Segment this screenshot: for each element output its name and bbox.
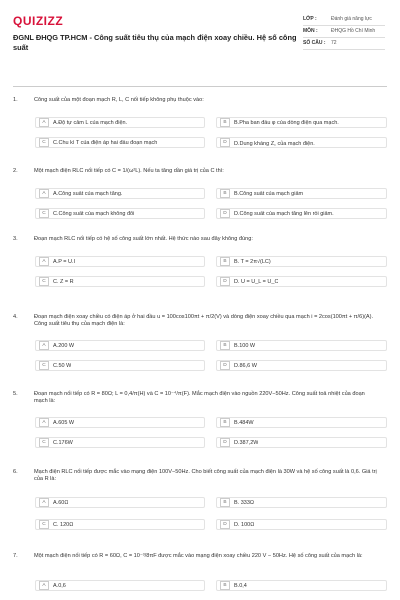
option-text: A.605 W	[53, 419, 75, 426]
option-letter: A	[39, 189, 49, 198]
option-text: B.Pha ban đầu φ của dòng điện qua mạch.	[234, 119, 339, 126]
option-text: B.Công suất của mạch giảm	[234, 190, 304, 197]
option-letter: B	[220, 257, 230, 266]
option-letter: A	[39, 257, 49, 266]
option-text: C. 120Ω	[53, 521, 74, 528]
worksheet-title: ĐGNL ĐHQG TP.HCM - Công suất tiêu thụ của mạch điện xoay chiều. Hệ số công suất	[13, 33, 297, 52]
answer-option-b[interactable]	[216, 497, 387, 508]
quizizz-logo: QUIZIZZ	[13, 14, 64, 28]
worksheet-meta	[303, 14, 385, 50]
meta-key: SỐ CÂU :	[303, 40, 326, 46]
question-number: 5.	[13, 391, 18, 397]
answer-option-b[interactable]	[216, 580, 387, 591]
option-letter: B	[220, 418, 230, 427]
answer-option-c[interactable]	[35, 437, 205, 448]
option-text: C.Chu kì T của điện áp hai đầu đoạn mạch	[53, 139, 158, 146]
question-number: 6.	[13, 469, 18, 475]
question-text: Mạch điện RLC nối tiếp được mắc vào mạng điện 100V−50Hz. Cho biết công suất của mạch điện là 30W và hệ số công suất là 0,6. Giá trị của R là:	[34, 469, 377, 482]
answer-option-d[interactable]	[216, 137, 387, 148]
answer-option-a[interactable]	[35, 188, 205, 199]
answer-option-b[interactable]	[216, 340, 387, 351]
meta-value: 72	[331, 40, 337, 46]
option-letter: D	[220, 277, 230, 286]
question-text: Một mạch điện RLC nối tiếp có C = 1/(ω²L). Nếu ta tăng dần giá trị của C thì:	[34, 168, 224, 174]
option-text: A.60Ω	[53, 499, 69, 506]
answer-option-a[interactable]	[35, 497, 205, 508]
option-letter: D	[220, 209, 230, 218]
worksheet-header	[0, 0, 400, 82]
option-text: A.Độ tự cảm L của mạch điện.	[53, 119, 128, 126]
option-text: D. 100Ω	[234, 521, 255, 528]
option-text: B.100 W	[234, 342, 256, 349]
option-text: D.Dung kháng Z꜀ của mạch điện.	[234, 140, 315, 147]
answer-option-a[interactable]	[35, 117, 205, 128]
option-text: C. Z = R	[53, 278, 74, 285]
option-letter: B	[220, 118, 230, 127]
answer-option-a[interactable]	[35, 580, 205, 591]
answer-option-b[interactable]	[216, 188, 387, 199]
option-letter: B	[220, 498, 230, 507]
header-divider	[13, 86, 387, 87]
option-text: D. U = U_L = U_C	[234, 278, 279, 285]
question-text: Đoạn mạch RLC nối tiếp có hệ số công suất lớn nhất. Hệ thức nào sau đây không đúng:	[34, 236, 253, 242]
answer-option-d[interactable]	[216, 360, 387, 371]
question-number: 7.	[13, 553, 18, 559]
option-letter: D	[220, 138, 230, 147]
answer-option-b[interactable]	[216, 417, 387, 428]
answer-option-b[interactable]	[216, 256, 387, 267]
answer-option-a[interactable]	[35, 417, 205, 428]
answer-option-d[interactable]	[216, 276, 387, 287]
option-letter: C	[39, 209, 49, 218]
option-letter: A	[39, 341, 49, 350]
answer-option-b[interactable]	[216, 117, 387, 128]
option-text: B. 333Ω	[234, 499, 255, 506]
option-letter: C	[39, 361, 49, 370]
option-letter: A	[39, 581, 49, 590]
meta-key: LỚP :	[303, 16, 317, 22]
option-text: A.200 W	[53, 342, 75, 349]
question-number: 1.	[13, 97, 18, 103]
option-letter: D	[220, 520, 230, 529]
option-text: B. T = 2π√(LC)	[234, 258, 271, 265]
option-text: A.0,6	[53, 582, 66, 589]
option-letter: D	[220, 438, 230, 447]
option-letter: A	[39, 418, 49, 427]
question-number: 3.	[13, 236, 18, 242]
option-text: D.86,6 W	[234, 362, 257, 369]
option-letter: C	[39, 277, 49, 286]
answer-option-c[interactable]	[35, 360, 205, 371]
answer-option-c[interactable]	[35, 208, 205, 219]
option-letter: C	[39, 138, 49, 147]
option-text: C.50 W	[53, 362, 72, 369]
meta-value: ĐHQG Hồ Chí Minh	[331, 28, 376, 34]
question-text: Một mạch điện nối tiếp có R = 60Ω, C = 10⁻³/8πF được mắc vào mạng điện xoay chiều 220 V − 50Hz. Hệ số công suất của mạch là:	[34, 553, 363, 559]
question-text: Đoạn mạch nối tiếp có R = 80Ω; L = 0,4/π(H) và C = 10⁻⁴/π(F). Mắc mạch điện vào nguồn 220V−50Hz. Công suất toả nhiệt của đoạn mạch là:	[34, 391, 365, 404]
question-number: 4.	[13, 314, 18, 320]
meta-row-subject	[303, 26, 385, 38]
option-text: B.0,4	[234, 582, 247, 589]
option-letter: C	[39, 438, 49, 447]
answer-option-c[interactable]	[35, 519, 205, 530]
option-text: C.Công suất của mạch không đổi	[53, 210, 135, 217]
option-text: D.387,2W	[234, 439, 259, 446]
option-text: C.176W	[53, 439, 73, 446]
meta-value: Đánh giá năng lực	[331, 16, 372, 22]
meta-key: MÔN :	[303, 28, 318, 34]
option-letter: B	[220, 341, 230, 350]
question-text: Công suất của một đoạn mạch R, L, C nối tiếp không phụ thuộc vào:	[34, 97, 204, 103]
answer-option-c[interactable]	[35, 137, 205, 148]
option-letter: D	[220, 361, 230, 370]
meta-row-question-count	[303, 38, 385, 50]
option-text: B.484W	[234, 419, 254, 426]
meta-row-class	[303, 14, 385, 26]
answer-option-c[interactable]	[35, 276, 205, 287]
question-text: Đoạn mạch điện xoay chiều có điện áp ở hai đầu u = 100cos100πt + π/2(V) và dòng điện xoay chiều qua mạch i = 2cos(100πt + π/6)(A). Công suất tiêu thụ của mạch điện là:	[34, 314, 374, 327]
answer-option-a[interactable]	[35, 256, 205, 267]
option-letter: A	[39, 118, 49, 127]
answer-option-d[interactable]	[216, 519, 387, 530]
option-letter: C	[39, 520, 49, 529]
option-letter: B	[220, 189, 230, 198]
option-text: D.Công suất của mạch tăng lên rồi giảm.	[234, 210, 334, 217]
option-text: A.Công suất của mạch tăng.	[53, 190, 123, 197]
option-letter: A	[39, 498, 49, 507]
answer-option-d[interactable]	[216, 208, 387, 219]
option-letter: B	[220, 581, 230, 590]
question-number: 2.	[13, 168, 18, 174]
answer-option-a[interactable]	[35, 340, 205, 351]
option-text: A.P = U.I	[53, 258, 76, 265]
answer-option-d[interactable]	[216, 437, 387, 448]
